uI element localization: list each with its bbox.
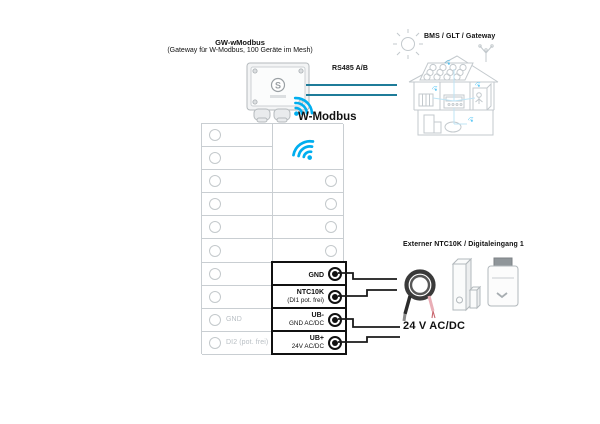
wire-ub-plus	[338, 337, 400, 342]
wire-ub-minus	[338, 319, 400, 327]
terminal-row	[273, 216, 344, 239]
terminal-pin	[209, 314, 221, 326]
keycard-holder-image	[488, 258, 518, 306]
cable-glands	[254, 109, 290, 122]
antenna-icon	[479, 45, 493, 62]
terminal-pin	[209, 268, 221, 280]
terminal-pin	[209, 291, 221, 303]
wire-gnd	[338, 273, 397, 279]
terminal-pin	[325, 198, 337, 210]
terminal-left-label: DI2 (pot. frei)	[226, 339, 269, 347]
door-person-icon	[473, 84, 491, 110]
wifi-icon	[286, 127, 330, 167]
terminal-label: NTC10K	[296, 288, 324, 296]
terminal-pin	[209, 152, 221, 164]
terminal-pin	[209, 337, 221, 349]
terminal-row	[202, 216, 273, 239]
terminal-pin	[209, 221, 221, 233]
terminal-row	[202, 309, 273, 332]
terminal-pin	[209, 245, 221, 257]
terminal-row	[202, 239, 273, 262]
terminal-pin	[209, 175, 221, 187]
terminal-sublabel: GND AC/DC	[289, 319, 324, 327]
radiator-icon	[419, 94, 433, 106]
terminal-sublabel: 24V AC/DC	[291, 342, 324, 350]
sun-icon	[393, 29, 423, 59]
terminal-row	[273, 170, 344, 193]
terminal-row	[273, 193, 344, 216]
external-sensor-label: Externer NTC10K / Digitaleingang 1	[403, 241, 524, 248]
terminal-row	[202, 263, 273, 286]
terminal-pin	[325, 221, 337, 233]
svg-text:S: S	[274, 80, 282, 91]
terminal-pin	[325, 175, 337, 187]
brand-logo	[270, 79, 286, 99]
terminal-row	[202, 147, 273, 170]
bms-label: BMS / GLT / Gateway	[424, 33, 496, 40]
smart-building-icon	[383, 24, 518, 146]
terminal-label: UB-	[311, 311, 324, 319]
gateway-subtitle: (Gateway für W-Modbus, 100 Geräte im Mesh)	[167, 47, 313, 54]
terminal-label: UB+	[309, 334, 324, 342]
terminal-pin	[209, 198, 221, 210]
ntc-cable-sensor-image	[404, 272, 435, 322]
wireless-cell	[273, 124, 344, 170]
terminal-row	[202, 332, 273, 355]
wire-ntc10k	[338, 290, 397, 296]
terminal-pin	[209, 129, 221, 141]
terminal-row	[202, 170, 273, 193]
terminal-left-label: GND	[226, 316, 242, 324]
terminal-row	[202, 124, 273, 147]
terminal-row	[202, 193, 273, 216]
gateway-title: GW-wModbus	[215, 38, 265, 47]
terminal-sublabel: (DI1 pot. frei)	[287, 296, 324, 304]
power-supply-label: 24 V AC/DC	[403, 320, 466, 332]
terminal-row	[202, 286, 273, 309]
rs485-label: RS485 A/B	[331, 65, 369, 72]
w-modbus-label: W-Modbus	[298, 111, 357, 123]
door-contact-sensor-image	[453, 259, 480, 310]
terminal-label: GND	[308, 272, 324, 280]
